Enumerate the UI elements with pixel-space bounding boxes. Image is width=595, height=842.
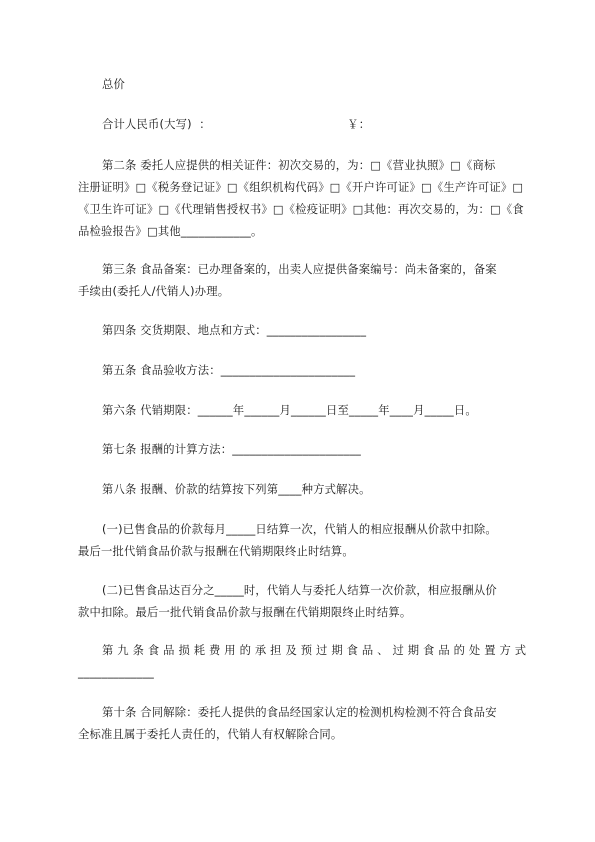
option-1-line-1: (一)已售食品的价款每月_____日结算一次，代销人的相应报酬从价款中扣除。 — [102, 523, 497, 536]
total-amount-line: 合计人民币(大写) ： ￥： — [102, 118, 371, 131]
article-6: 第六条 代销期限：______年______月______日至_____年____月_____日。 — [102, 404, 477, 417]
article-10-line-1: 第十条 合同解除：委托人提供的食品经国家认定的检测机构检测不符合食品安 — [102, 706, 497, 719]
article-2-line-4: 品检验报告》□其他____________。 — [78, 225, 263, 238]
option-2-line-1: (二)已售食品达百分之_____时，代销人与委托人结算一次价款，相应报酬从价 — [102, 584, 497, 597]
article-7: 第七条 报酬的计算方法：______________________ — [102, 443, 361, 456]
option-2-line-2: 款中扣除。最后一批代销食品价款与报酬在代销期限终止时结算。 — [78, 606, 412, 619]
article-8: 第八条 报酬、价款的结算按下列第____种方式解决。 — [102, 483, 371, 496]
article-9-line-2: _____________ — [78, 666, 155, 679]
total-price-label: 总价 — [102, 78, 125, 91]
article-2-line-2: 注册证明》□《税务登记证》□《组织机构代码》□《开户许可证》□《生产许可证》□ — [78, 181, 524, 194]
article-9-line-1: 第 九 条 食 品 损 耗 费 用 的 承 担 及 预 过 期 食 品 、 过 期 食 品 的 处 置 方 式 — [102, 644, 527, 657]
article-3-line-2: 手续由(委托人/代销人)办理。 — [78, 285, 230, 298]
article-2-line-1: 第二条 委托人应提供的相关证件：初次交易的，为：□《营业执照》□《商标 — [102, 159, 496, 172]
article-4: 第四条 交货期限、地点和方式：_________________ — [102, 324, 367, 337]
article-3-line-1: 第三条 食品备案：已办理备案的，出卖人应提供备案编号：尚未备案的，备案 — [102, 263, 497, 276]
option-1-line-2: 最后一批代销食品价款与报酬在代销期限终止时结算。 — [78, 545, 354, 558]
article-10-line-2: 全标准且属于委托人责任的，代销人有权解除合同。 — [78, 728, 343, 741]
article-2-line-3: 《卫生许可证》□《代理销售授权书》□《检疫证明》□其他：再次交易的，为：□《食 — [78, 203, 524, 216]
article-5: 第五条 食品验收方法：_______________________ — [102, 364, 356, 377]
